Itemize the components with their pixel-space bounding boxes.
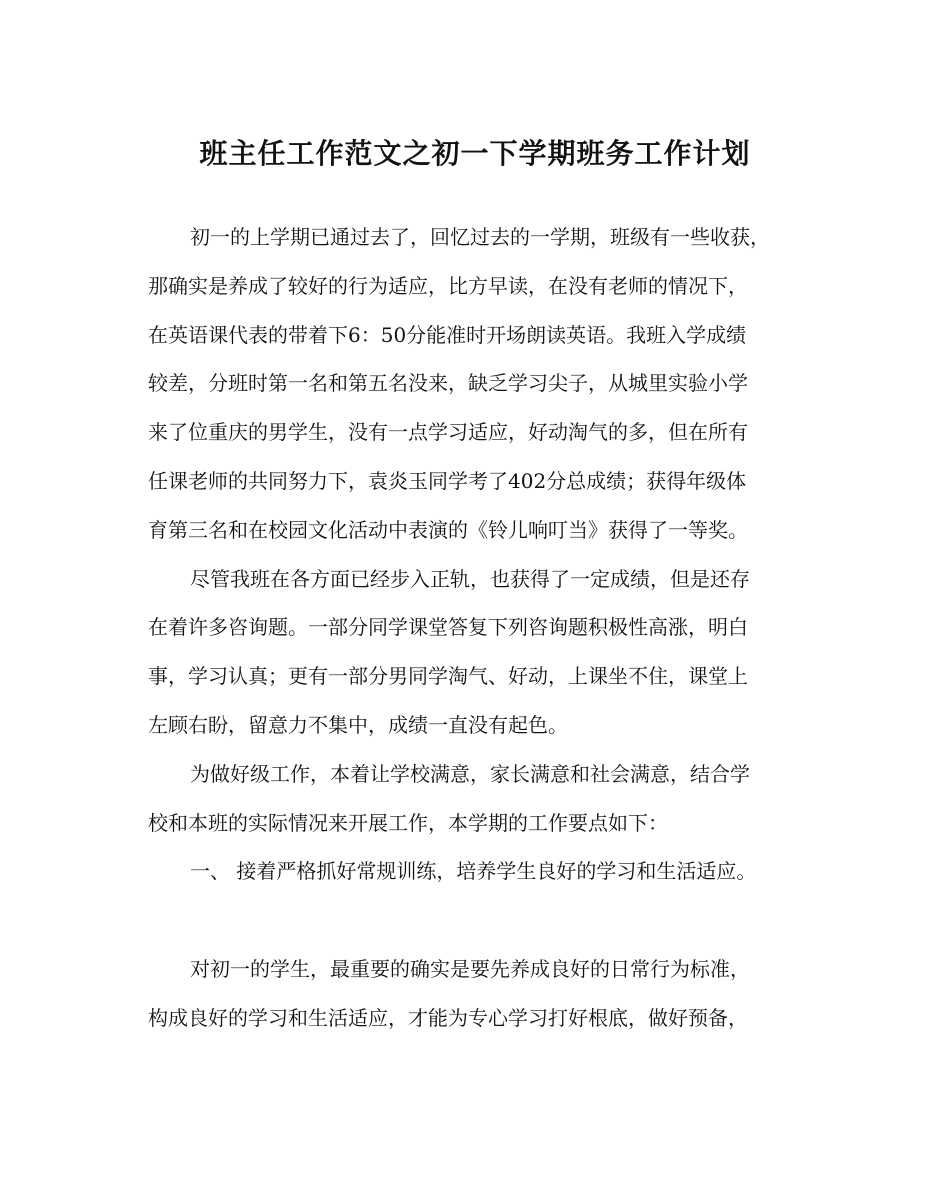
paragraph-line: 构成良好的学习和生活适应，才能为专心学习打好根底，做好预备， xyxy=(148,1005,748,1030)
blank-line xyxy=(148,903,808,952)
section-heading: 一、 接着严格抓好常规训练，培养学生良好的学习和生活适应。 xyxy=(190,859,757,884)
paragraph-line: 左顾右盼，留意力不集中，成绩一直没有起色。 xyxy=(148,712,568,737)
paragraph-line: 任课老师的共同努力下，袁炎玉同学考了402分总成绩；获得年级体 xyxy=(148,468,747,493)
paragraph-line: 校和本班的实际情况来开展工作，本学期的工作要点如下： xyxy=(148,810,668,835)
paragraph-line: 较差，分班时第一名和第五名没来，缺乏学习尖子，从城里实验小学 xyxy=(148,371,748,396)
paragraph-line: 事，学习认真；更有一部分男同学淘气、好动，上课坐不住，课堂上 xyxy=(148,664,748,689)
document-body xyxy=(148,220,808,1050)
paragraph-line: 在着许多咨询题。一部分同学课堂答复下列咨询题积极性高涨，明白 xyxy=(148,615,748,640)
paragraph-line: 为做好级工作，本着让学校满意，家长满意和社会满意，结合学 xyxy=(190,761,750,786)
paragraph-line: 对初一的学生，最重要的确实是要先养成良好的日常行为标准， xyxy=(190,956,750,981)
document-title: 班主任工作范文之初一下学期班务工作计划 xyxy=(199,137,751,170)
paragraph-line: 尽管我班在各方面已经步入正轨，也获得了一定成绩，但是还存 xyxy=(190,566,750,591)
paragraph-line: 初一的上学期已通过去了，回忆过去的一学期，班级有一些收获， xyxy=(190,225,770,249)
paragraph-line: 来了位重庆的男学生，没有一点学习适应，好动淘气的多，但在所有 xyxy=(148,420,748,445)
paragraph-line: 育第三名和在校园文化活动中表演的《铃儿响叮当》获得了一等奖。 xyxy=(148,517,748,542)
paragraph-line: 那确实是养成了较好的行为适应，比方早读，在没有老师的情况下， xyxy=(148,273,748,298)
paragraph-line: 在英语课代表的带着下6：50分能准时开场朗读英语。我班入学成绩 xyxy=(148,322,747,347)
